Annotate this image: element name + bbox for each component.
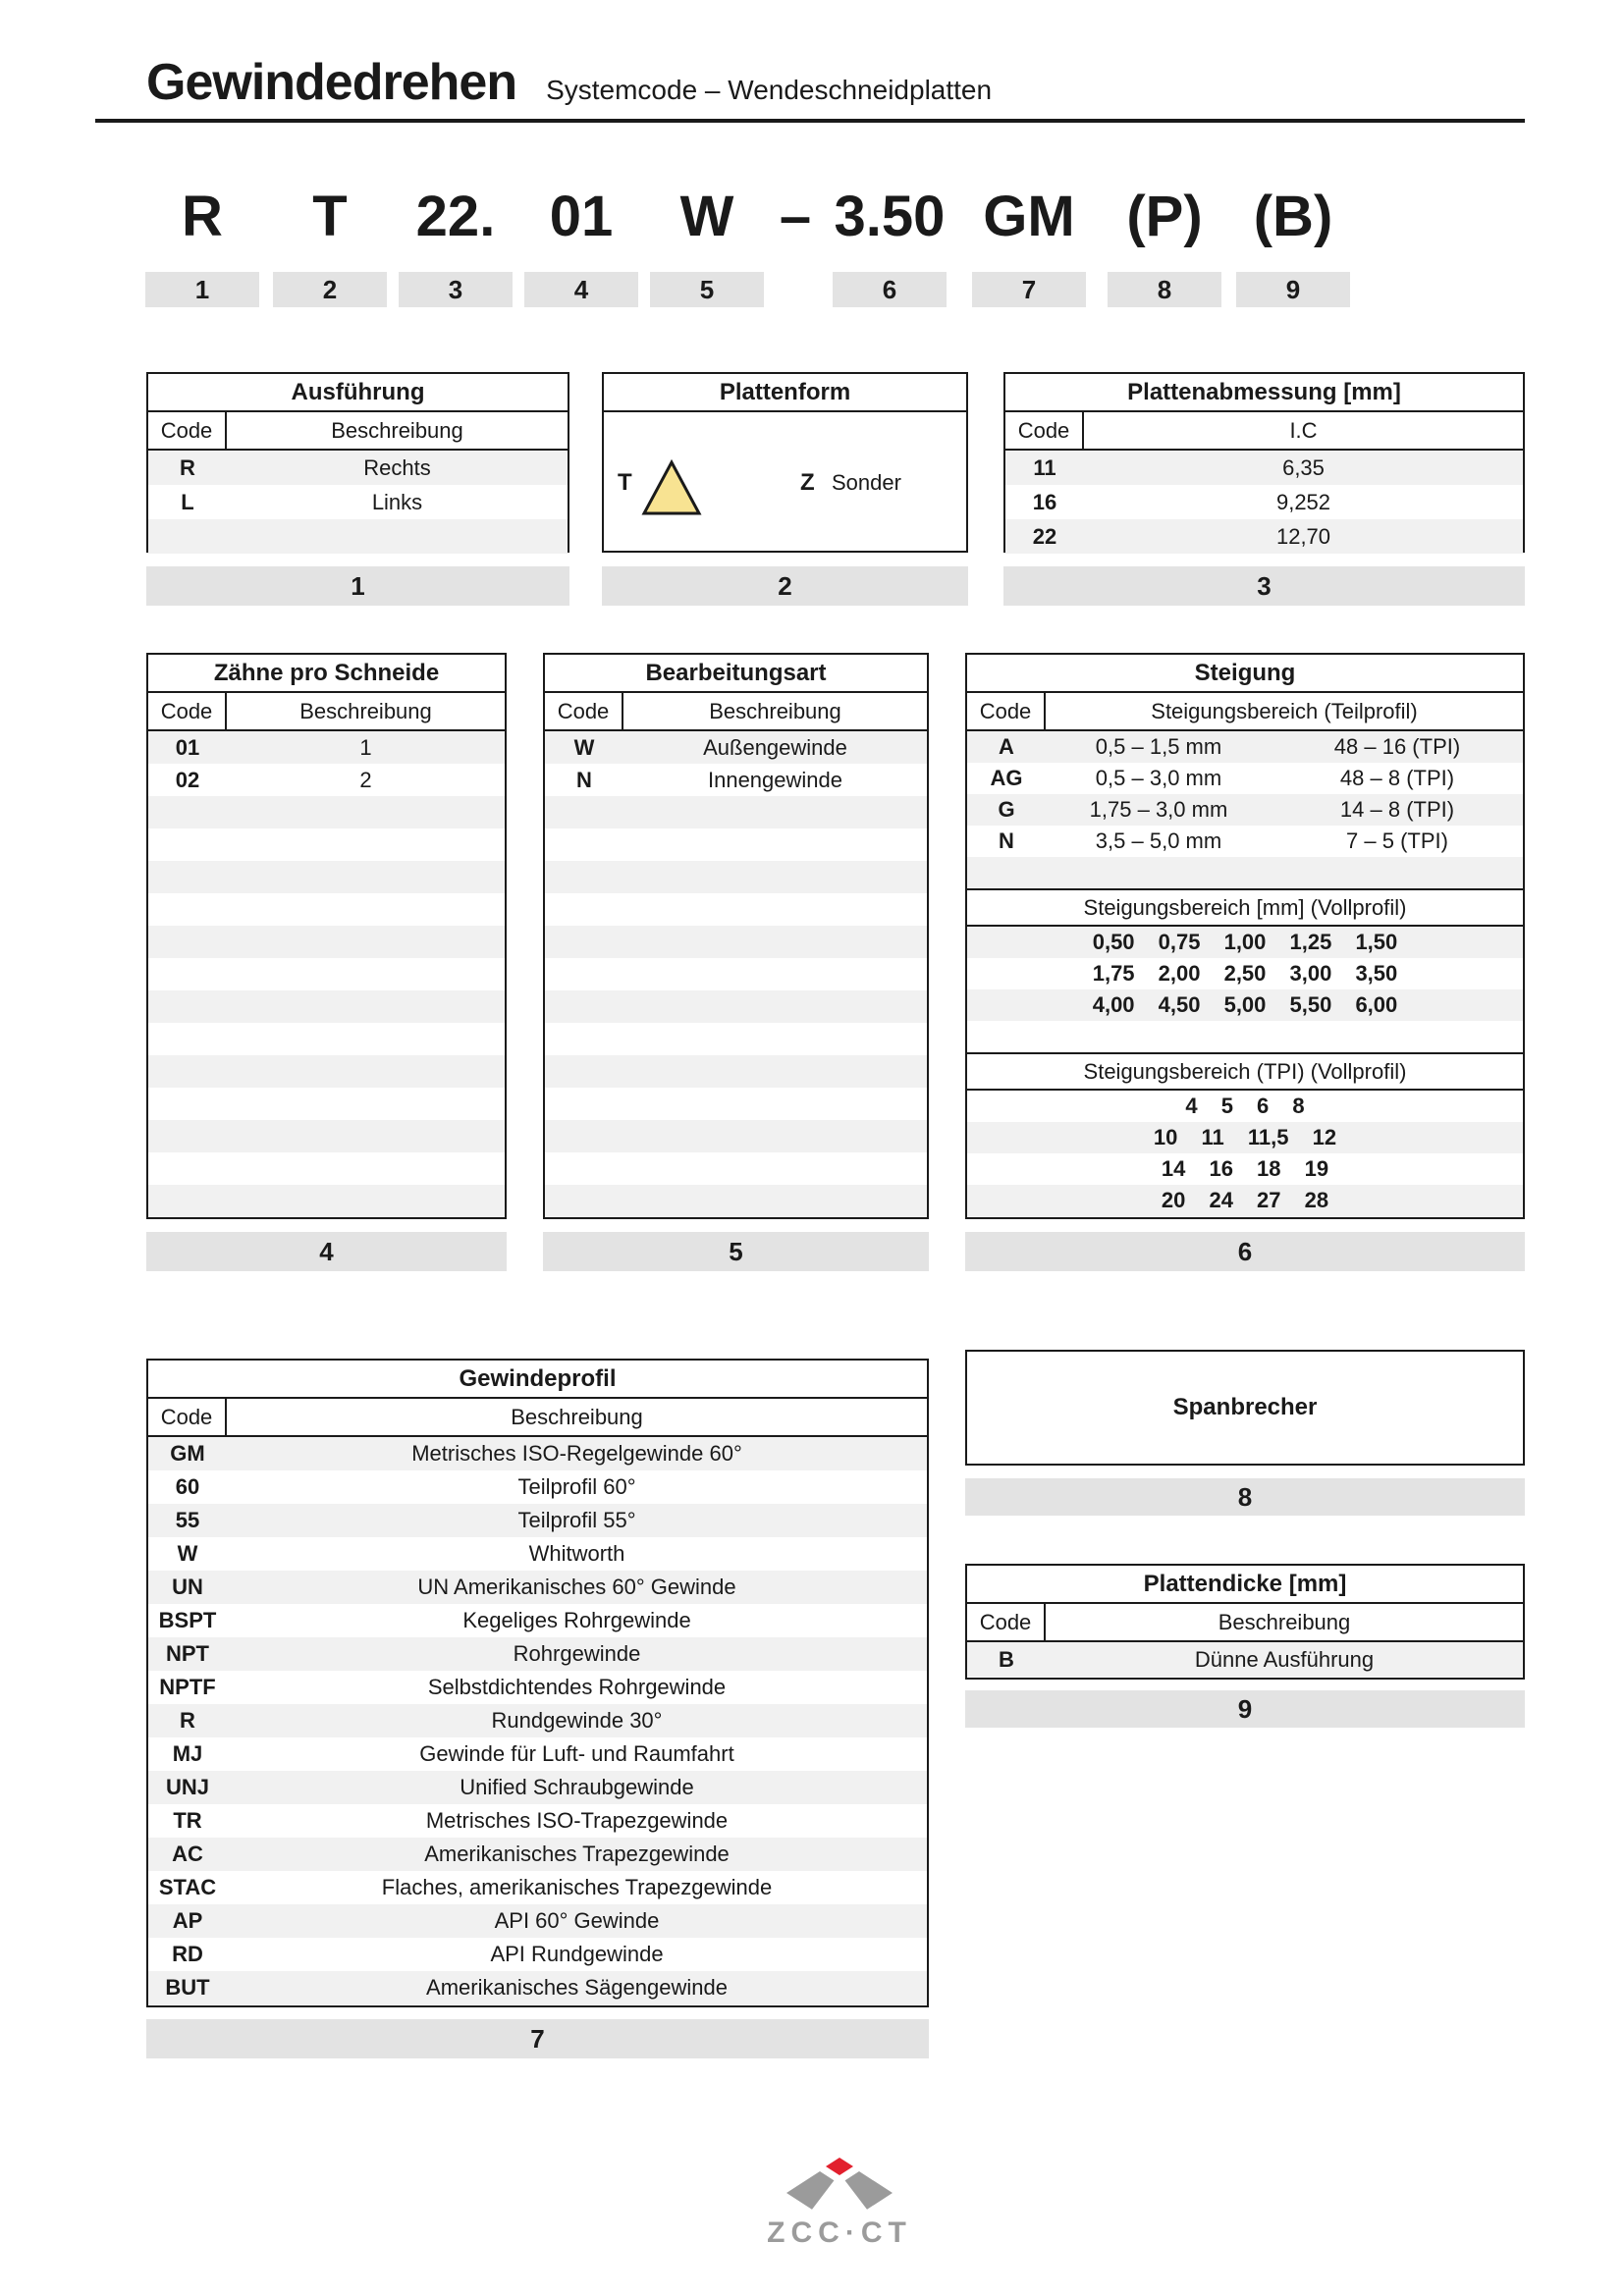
table-row bbox=[545, 1120, 927, 1152]
table-row bbox=[148, 1023, 505, 1055]
company-logo bbox=[761, 2154, 918, 2248]
table-row bbox=[545, 1185, 927, 1217]
section-number-bar-1: 1 bbox=[146, 566, 569, 606]
table-header bbox=[1005, 412, 1523, 451]
table-row: GM Metrisches ISO-Regelgewinde 60° bbox=[148, 1437, 927, 1470]
subheader-vollprofil-mm: Steigungsbereich [mm] (Vollprofil) bbox=[967, 888, 1523, 927]
code-token-6: 3.50 bbox=[834, 185, 946, 248]
table-row bbox=[148, 1152, 505, 1185]
table-row: 01 1 bbox=[148, 731, 505, 764]
table-header bbox=[148, 693, 505, 731]
table-body bbox=[545, 731, 927, 1217]
table-row bbox=[967, 857, 1523, 888]
col-header-code: Code bbox=[967, 1604, 1046, 1640]
table-title: Plattenabmessung [mm] bbox=[1005, 374, 1523, 412]
table-header bbox=[545, 693, 927, 731]
table-body bbox=[148, 731, 505, 1217]
table-row: G 1,75 – 3,0 mm 14 – 8 (TPI) bbox=[967, 794, 1523, 826]
table-zaehne-pro-schneide bbox=[146, 653, 507, 1219]
col-header-teilprofil: Steigungsbereich (Teilprofil) bbox=[1151, 698, 1418, 723]
table-row: N 3,5 – 5,0 mm 7 – 5 (TPI) bbox=[999, 828, 1448, 853]
table-row bbox=[545, 828, 927, 861]
position-badge-2: 2 bbox=[273, 272, 387, 307]
col-header-beschreibung: Beschreibung bbox=[331, 417, 463, 443]
table-row bbox=[148, 861, 505, 893]
table-row: 22 12,70 bbox=[1005, 519, 1523, 554]
table-row bbox=[545, 1023, 927, 1055]
table-row bbox=[545, 926, 927, 958]
table-row: 60 Teilprofil 60° bbox=[175, 1474, 636, 1499]
table-header bbox=[967, 1604, 1523, 1642]
subheader-vollprofil-tpi: Steigungsbereich (TPI) (Vollprofil) bbox=[967, 1052, 1523, 1091]
table-ausfuehrung bbox=[146, 372, 569, 553]
table-row: R Rechts bbox=[148, 451, 568, 485]
table-row: TR Metrisches ISO-Trapezgewinde bbox=[173, 1808, 729, 1833]
table-row: STAC Flaches, amerikanisches Trapezgewinde bbox=[158, 1875, 773, 1899]
table-row: 20 24 27 28 bbox=[967, 1185, 1523, 1216]
box-title: Spanbrecher bbox=[1172, 1394, 1318, 1420]
position-badge-5: 5 bbox=[650, 272, 764, 307]
table-row: 10 11 11,5 12 bbox=[967, 1122, 1523, 1153]
table-row bbox=[545, 893, 927, 926]
vollprofil-mm-rows bbox=[967, 927, 1523, 1052]
table-header bbox=[967, 693, 1523, 731]
position-badge-8: 8 bbox=[1108, 272, 1221, 307]
table-body bbox=[148, 451, 568, 554]
table-row: AG 0,5 – 3,0 mm 48 – 8 (TPI) bbox=[990, 766, 1455, 790]
table-title: Ausführung bbox=[148, 374, 568, 412]
table-row bbox=[148, 519, 568, 554]
position-badge-6: 6 bbox=[833, 272, 947, 307]
table-row: 55 Teilprofil 55° bbox=[148, 1504, 927, 1537]
triangle-insert-icon bbox=[641, 459, 702, 516]
code-token-7: GM bbox=[983, 185, 1075, 248]
table-row bbox=[148, 926, 505, 958]
table-row: B Dünne Ausführung bbox=[967, 1642, 1523, 1677]
zcc-ct-logo-icon bbox=[781, 2154, 898, 2222]
code-token-8: (P) bbox=[1126, 185, 1203, 248]
table-row: NPT Rohrgewinde bbox=[148, 1637, 927, 1671]
table-plattenabmessung bbox=[1003, 372, 1525, 553]
col-header-code: Code bbox=[545, 693, 623, 729]
section-number-bar-9: 9 bbox=[965, 1690, 1525, 1728]
table-row: NPTF Selbstdichtendes Rohrgewinde bbox=[159, 1675, 727, 1699]
table-body bbox=[148, 1437, 927, 2004]
table-row bbox=[148, 990, 505, 1023]
table-plattendicke bbox=[965, 1564, 1525, 1680]
table-row: BUT Amerikanisches Sägengewinde bbox=[148, 1971, 927, 2004]
table-body bbox=[967, 1642, 1523, 1677]
col-header-code: Code bbox=[148, 1399, 227, 1435]
table-title: Bearbeitungsart bbox=[545, 655, 927, 693]
table-row: N Innengewinde bbox=[576, 767, 842, 792]
position-badge-7: 7 bbox=[972, 272, 1086, 307]
page-title: Gewindedrehen bbox=[146, 54, 517, 111]
code-token-2: T bbox=[312, 185, 348, 248]
table-row: W Außengewinde bbox=[545, 731, 927, 764]
section-number-bar-8: 8 bbox=[965, 1478, 1525, 1516]
table-row bbox=[148, 1120, 505, 1152]
table-steigung bbox=[965, 653, 1525, 1219]
section-number-bar-5: 5 bbox=[543, 1232, 929, 1271]
code-token-4: 01 bbox=[549, 185, 614, 248]
section-number-bar-2: 2 bbox=[602, 566, 968, 606]
box-spanbrecher bbox=[965, 1350, 1525, 1466]
table-row bbox=[148, 893, 505, 926]
table-row: BSPT Kegeliges Rohrgewinde bbox=[158, 1608, 691, 1632]
col-header-beschreibung: Beschreibung bbox=[299, 698, 432, 723]
table-row: AP API 60° Gewinde bbox=[148, 1904, 927, 1938]
table-row: 4 5 6 8 bbox=[1185, 1094, 1305, 1118]
table-title: Plattendicke [mm] bbox=[967, 1566, 1523, 1604]
table-row: R Rundgewinde 30° bbox=[148, 1704, 927, 1737]
table-row: L Links bbox=[181, 489, 423, 514]
table-row: 11 6,35 bbox=[1005, 451, 1523, 485]
table-title: Steigung bbox=[967, 655, 1523, 693]
col-header-ic: I.C bbox=[1289, 417, 1318, 443]
table-row: 1,75 2,00 2,50 3,00 3,50 bbox=[1092, 961, 1398, 986]
table-row bbox=[545, 796, 927, 828]
table-row bbox=[545, 990, 927, 1023]
table-row bbox=[545, 958, 927, 990]
section-number-bar-3: 3 bbox=[1003, 566, 1525, 606]
table-row bbox=[148, 1088, 505, 1120]
table-row: 02 2 bbox=[175, 767, 372, 792]
code-token-3: 22. bbox=[415, 185, 496, 248]
page-subtitle: Systemcode – Wendeschneidplatten bbox=[546, 75, 993, 105]
insert-shape-code-z: Z bbox=[800, 468, 815, 496]
code-token-5: W bbox=[679, 185, 734, 248]
position-badge-3: 3 bbox=[399, 272, 513, 307]
table-row: A 0,5 – 1,5 mm 48 – 16 (TPI) bbox=[967, 731, 1523, 763]
table-row: 0,50 0,75 1,00 1,25 1,50 bbox=[967, 927, 1523, 958]
table-row bbox=[545, 1055, 927, 1088]
table-row bbox=[148, 796, 505, 828]
col-header-code: Code bbox=[967, 693, 1046, 729]
table-header bbox=[148, 1399, 927, 1437]
position-badge-9: 9 bbox=[1236, 272, 1350, 307]
table-row: 4,00 4,50 5,00 5,50 6,00 bbox=[967, 989, 1523, 1021]
header-rule bbox=[95, 119, 1525, 123]
table-title: Plattenform bbox=[604, 374, 966, 412]
section-number-bar-6: 6 bbox=[965, 1232, 1525, 1271]
table-row: RD API Rundgewinde bbox=[172, 1942, 664, 1966]
table-row: UN UN Amerikanisches 60° Gewinde bbox=[148, 1571, 927, 1604]
insert-shape-code-t: T bbox=[618, 468, 632, 496]
table-row bbox=[148, 958, 505, 990]
table-plattenform bbox=[602, 372, 968, 553]
table-row bbox=[545, 1152, 927, 1185]
position-badge-1: 1 bbox=[145, 272, 259, 307]
table-row: MJ Gewinde für Luft- und Raumfahrt bbox=[172, 1741, 734, 1766]
col-header-beschreibung: Beschreibung bbox=[709, 698, 841, 723]
table-row bbox=[148, 1185, 505, 1217]
table-row bbox=[545, 1088, 927, 1120]
table-bearbeitungsart bbox=[543, 653, 929, 1219]
section-number-bar-4: 4 bbox=[146, 1232, 507, 1271]
table-row: 16 9,252 bbox=[1032, 489, 1331, 514]
table-row: AC Amerikanisches Trapezgewinde bbox=[148, 1838, 927, 1871]
table-gewindeprofil bbox=[146, 1359, 929, 2007]
col-header-code: Code bbox=[148, 693, 227, 729]
col-header-code: Code bbox=[1005, 412, 1084, 449]
plattenform-body bbox=[604, 412, 966, 553]
table-row bbox=[545, 861, 927, 893]
col-header-beschreibung: Beschreibung bbox=[1218, 1609, 1351, 1634]
position-badge-4: 4 bbox=[524, 272, 638, 307]
section-number-bar-7: 7 bbox=[146, 2019, 929, 2058]
table-header bbox=[148, 412, 568, 451]
vollprofil-tpi-rows bbox=[967, 1091, 1523, 1216]
table-title: Gewindeprofil bbox=[148, 1361, 927, 1399]
table-title: Zähne pro Schneide bbox=[148, 655, 505, 693]
table-row: UNJ Unified Schraubgewinde bbox=[148, 1771, 927, 1804]
code-token-9: (B) bbox=[1253, 185, 1333, 248]
table-row bbox=[148, 828, 505, 861]
page-header bbox=[146, 54, 993, 111]
insert-shape-label-sonder: Sonder bbox=[832, 469, 901, 495]
teilprofil-rows bbox=[967, 731, 1523, 888]
table-body bbox=[1005, 451, 1523, 554]
logo-wordmark: ZCC·CT bbox=[767, 2216, 912, 2249]
col-header-code: Code bbox=[148, 412, 227, 449]
table-row bbox=[967, 1021, 1523, 1052]
table-row bbox=[148, 1055, 505, 1088]
col-header-beschreibung: Beschreibung bbox=[511, 1404, 643, 1429]
table-row: 14 16 18 19 bbox=[1161, 1156, 1329, 1181]
code-token-dash: – bbox=[779, 185, 812, 248]
code-token-1: R bbox=[182, 185, 223, 248]
table-row: W Whitworth bbox=[177, 1541, 625, 1566]
